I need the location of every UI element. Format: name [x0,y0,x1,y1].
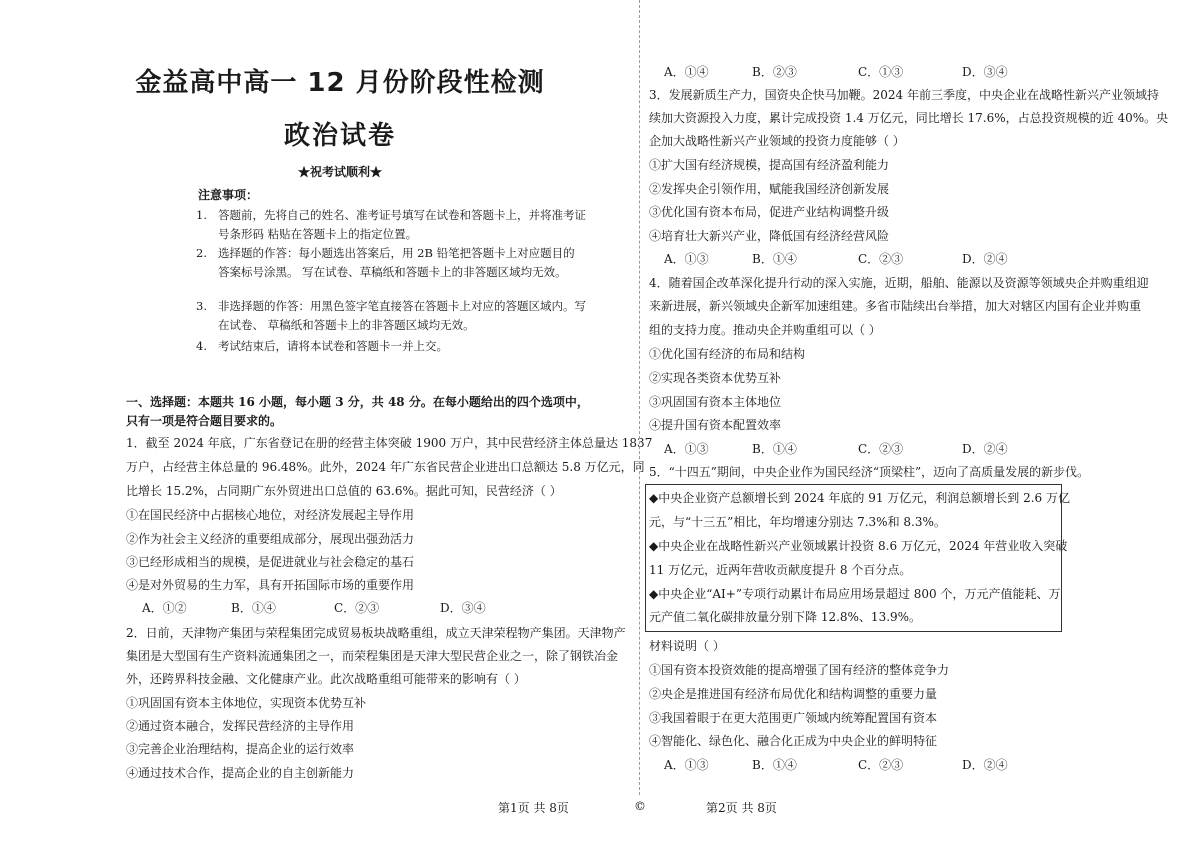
copyright-icon: © [634,799,646,813]
q4-statement: ①优化国有经济的布局和结构 [649,347,806,361]
exam-subject-title: 政治试卷 [283,121,396,151]
q3-statement: ④培育壮大新兴产业，降低国有经济经营风险 [649,229,890,243]
notice-item-text: 答题前，先将自己的姓名、准考证号填写在试卷和答题卡上，并将准考证号条形码 粘贴在答题卡上的指定位置。 [218,208,586,241]
q5-material-line: ◆中央企业资产总额增长到 2024 年底的 91 万亿元，利润总额增长到 2.6 万亿 [649,491,1071,505]
q2-option-d[interactable]: D．③④ [962,65,1008,79]
q1-option-d[interactable]: D．③④ [440,601,486,615]
q3-option-a[interactable]: A．①③ [664,252,709,266]
q5-material-line: ◆中央企业在战略性新兴产业领域累计投资 8.6 万亿元，2024 年营业收入突破 [649,539,1068,553]
q2-stem-line: 外，还跨界科技金融、文化健康产业。此次战略重组可能带来的影响有（ ） [126,672,526,686]
q5-material-line: 元产值二氧化碳排放量分别下降 12.8%、13.9%。 [649,610,922,624]
q4-stem-line: 4．随着国企改革深化提升行动的深入实施，近期，船舶、能源以及资源等领域央企并购重组迎 [649,276,1149,290]
q4-option-d[interactable]: D．②④ [962,442,1008,456]
notice-item-number: 1. [196,208,207,222]
q3-option-d[interactable]: D．②④ [962,252,1008,266]
q5-statement: ①国有资本投资效能的提高增强了国有经济的整体竞争力 [649,663,950,677]
column-divider [639,0,640,795]
q5-material-line: 11 万亿元，近两年营收贡献度提升 8 个百分点。 [649,563,912,577]
q1-stem-line: 比增长 15.2%，占同期广东外贸进出口总值的 63.6%。据此可知，民营经济（ ） [126,484,562,498]
q1-statement: ③已经形成相当的规模，是促进就业与社会稳定的基石 [126,555,415,569]
q3-statement: ①扩大国有经济规模，提高国有经济盈利能力 [649,158,890,172]
q2-statement: ①巩固国有资本主体地位，实现资本优势互补 [126,696,367,710]
q5-material-line: ◆中央企业“AI+”专项行动累计布局应用场景超过 800 个，万元产值能耗、万 [649,587,1061,601]
q5-stem-line: 5．“十四五”期间，中央企业作为国民经济“顶梁柱”，迈向了高质量发展的新步伐。 [649,465,1090,479]
q5-statement: ④智能化、绿色化、融合化正成为中央企业的鲜明特征 [649,734,938,748]
q3-option-c[interactable]: C．②③ [858,252,904,266]
q4-statement: ④提升国有资本配置效率 [649,418,782,432]
notice-item-text: 非选择题的作答：用黑色签字笔直接答在答题卡上对应的答题区域内。写在试卷、 草稿纸和答题卡上的非答题区域均无效。 [218,299,586,332]
exam-title: 金益高中高一 12 月份阶段性检测 [135,68,545,98]
section-heading-cont: 只有一项是符合题目要求的。 [126,414,283,428]
page-number-left: 第1页 共 8页 [498,801,569,815]
q5-option-d[interactable]: D．②④ [962,758,1008,772]
q5-option-c[interactable]: C．②③ [858,758,904,772]
notice-item-text: 考试结束后，请将本试卷和答题卡一并上交。 [218,339,448,353]
q1-statement: ②作为社会主义经济的重要组成部分，展现出强劲活力 [126,532,415,546]
q4-statement: ③巩固国有资本主体地位 [649,395,782,409]
q5-prompt: 材料说明（ ） [649,639,725,653]
q3-statement: ③优化国有资本布局，促进产业结构调整升级 [649,205,890,219]
q3-option-b[interactable]: B．①④ [752,252,797,266]
q1-stem-line: 万户，占经营主体总量的 96.48%。此外，2024 年广东省民营企业进出口总额达 5.8 万亿元，同 [126,460,645,474]
q4-option-c[interactable]: C．②③ [858,442,904,456]
q2-statement: ③完善企业治理结构，提高企业的运行效率 [126,742,355,756]
q5-statement: ②央企是推进国有经济布局优化和结构调整的重要力量 [649,687,938,701]
page-number-right: 第2页 共 8页 [706,801,777,815]
notice-item-number: 4. [196,339,207,353]
section-heading: 一、选择题：本题共 16 小题，每小题 3 分，共 48 分。在每小题给出的四个选项中， [126,395,589,409]
notice-item-number: 3. [196,299,207,313]
q2-statement: ④通过技术合作，提高企业的自主创新能力 [126,766,355,780]
q4-stem-line: 组的支持力度。推动央企并购重组可以（ ） [649,323,881,337]
q4-option-b[interactable]: B．①④ [752,442,797,456]
q5-option-b[interactable]: B．①④ [752,758,797,772]
notice-item [196,244,586,282]
q5-material-line: 元，与“十三五”相比，年均增速分别达 7.3%和 8.3%。 [649,515,946,529]
notice-heading: 注意事项： [198,188,259,202]
notice-item-number: 2. [196,246,207,260]
q3-stem-line: 续加大资源投入力度，累计完成投资 1.4 万亿元，同比增长 17.6%，占总投资规模的近 40%。央 [649,111,1169,125]
q2-option-a[interactable]: A．①④ [664,65,709,79]
q1-stem-line: 1．截至 2024 年底，广东省登记在册的经营主体突破 1900 万户，其中民营经济主体总量达 1837 [126,436,653,450]
notice-item [196,206,586,244]
q3-statement: ②发挥央企引领作用，赋能我国经济创新发展 [649,182,890,196]
q5-statement: ③我国着眼于在更大范围更广领域内统筹配置国有资本 [649,711,938,725]
q1-statement: ④是对外贸易的生力军，具有开拓国际市场的重要作用 [126,578,415,592]
q1-statement: ①在国民经济中占据核心地位，对经济发展起主导作用 [126,508,415,522]
q1-option-c[interactable]: C．②③ [334,601,380,615]
q1-option-a[interactable]: A．①② [142,601,187,615]
q5-option-a[interactable]: A．①③ [664,758,709,772]
q1-option-b[interactable]: B．①④ [231,601,276,615]
q3-stem-line: 3．发展新质生产力，国资央企快马加鞭。2024 年前三季度，中央企业在战略性新兴产业领域持 [649,88,1159,102]
q2-stem-line: 集团是大型国有生产资料流通集团之一，而荣程集团是天津大型民营企业之一，除了钢铁冶金 [126,649,619,663]
q2-option-c[interactable]: C．①③ [858,65,904,79]
blessing-text: ★祝考试顺利★ [297,165,382,179]
q4-option-a[interactable]: A．①③ [664,442,709,456]
q2-option-b[interactable]: B．②③ [752,65,797,79]
notice-item [196,297,586,335]
q3-stem-line: 企加大战略性新兴产业领域的投资力度能够（ ） [649,134,905,148]
q4-stem-line: 来新进展，新兴领域央企新军加速组建。多省市陆续出台举措，加大对辖区内国有企业并购重 [649,299,1142,313]
notice-item [196,337,586,356]
q2-stem-line: 2．日前，天津物产集团与荣程集团完成贸易板块战略重组，成立天津荣程物产集团。天津物产 [126,626,626,640]
q2-statement: ②通过资本融合，发挥民营经济的主导作用 [126,719,355,733]
notice-item-text: 选择题的作答：每小题选出答案后，用 2B 铅笔把答题卡上对应题目的答案标号涂黑。 写在试卷、草稿纸和答题卡上的非答题区域均无效。 [218,246,575,279]
q4-statement: ②实现各类资本优势互补 [649,371,782,385]
